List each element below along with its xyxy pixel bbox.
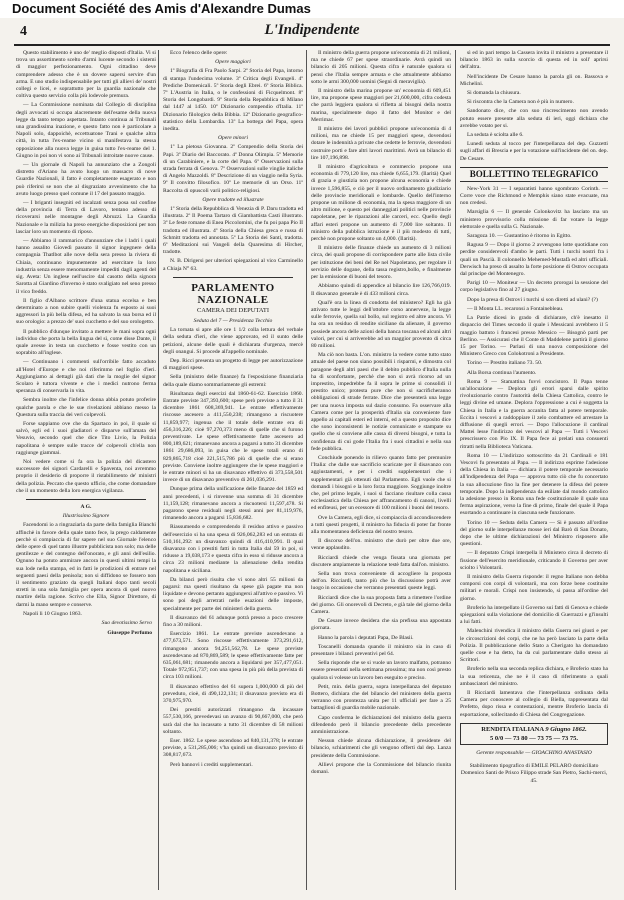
article-paragraph: Nessun chiede alcuna dichiarazione, il presidente del bilancio, schiarimenti che gli vengono offerti dal dep. Lanza presidente della Commissione. <box>311 738 451 759</box>
rendita-box <box>460 723 608 745</box>
parliament-subheading: CAMERA DEI DEPUTATI <box>196 306 270 314</box>
article-paragraph: Dep. Ricci presenta un progetto di legge per autorizzazione di maggiori spese. <box>163 357 303 372</box>
article-paragraph: Noi vedere come si fa ora la polizia del dicastero successore dei signori Cardarelli e Spaventa, noi avremmo proprio il desiderio di proporre il ristabilimento de' ministri della polizia. Peccato che questo ufficio, che come domandare che il un momento della loro energica vigilanza. <box>16 458 156 494</box>
letter-body: Facendomi io a ringraziarla da parte della famiglia Bianchi affinchè in favore della quale tanto fece, la prego caldamente perchè si compiaccia di far sapere nel suo Giornale l'elenco delle opere di quel tanto illustre pubblicista non solo; ma delle gentilezze e del contegno dell'onorato, e gli anni dell'esilio. Ognuno ha potuto ammirare ancora in questi ultimi tempi la sua lode nella stampa, ed in fatti le prodizioni di entrare nel seguenti paesi della penisola; non si diffidono se fossero non il sentimento graziato da quegli Italiani dopo tanti secoli stretti in una sola famiglia per opera ancora di quel nuovo martire della ragione. Scrivo che Ella, Signor Direttore, di darmi la mano sempre e conserve. <box>16 522 156 608</box>
article-paragraph: Lunedì seduta al tocco per l'interpellanza del dep. Guzzetti sugli affari di Brescia e per la votazione sull'incidente del on. dep. De Cesare. <box>460 141 608 162</box>
telegraph-item: Malenchini rivendica il ministro della Guerra nei giusti e per le circoscrizioni dei corpi, che ne ha però lasciato la parte della Polizia. Il pubblicazione dello Stato a Cherigato ha domandato quelle cose e ha detto, ha da cui parlamentare dallo stesso ai Scrittori. <box>460 628 608 664</box>
article-paragraph: Capo conferma le dichiarazioni del ministro della guerra difendendo però il bilancio precedente della precedente amministrazione. <box>311 714 451 736</box>
session-line: Seduta del 7 — Presidenza Tecchio <box>193 317 273 324</box>
column-divider <box>455 50 456 890</box>
article-paragraph: Petit, min. della guerra, sopra interpellanza del deputato Bottero, dichiara che del bilancio del ministero della guerra verranno con prontezza unita per 11 ufficiali per fare a 25 battaglioni di guardia mobile nazionale. <box>311 683 451 712</box>
article-paragraph: Forse sappiamo ove che da Spartaco in poi, il quale si salvò, egli ed i suoi gladiatori e disparve sull'amata del Vesuvio, secondo quel che dice Tito Livio, la Polizia napolitana è sempre sulle tracce de' colpevoli ch'ella non raggiunge giammai. <box>16 420 156 456</box>
masthead: L'Indipendente <box>264 22 360 38</box>
parliament-heading: PARLAMENTO NAZIONALE <box>191 281 275 306</box>
article-paragraph: — Continuano i commenti sull'orribile fatto accaduto all'Hotel d'Europe e che noi riferimmo nel foglio d'ieri. Aggiungiamo ai dettagli già dati che la moglie del signor Scolaro è tuttora vivente e che i medici nutrono ferma speranza di conservarla in vita. <box>16 359 156 395</box>
article-paragraph: Nell'incidente De Cesare hanno la parola gli on. Bassova e Michelini. <box>460 73 608 87</box>
article-paragraph: Eser. 1862. Le spese ascendono ad 840,131,378; le entrate previste, a 531,285,006; v'ha quindi un disavanzo previsto di 308,817,673. <box>163 738 303 759</box>
column-3 <box>311 50 451 890</box>
article-paragraph: Però bannovi i crediti supplementari. <box>170 761 253 768</box>
article-paragraph: Riassumendo e comprendendo il residuo attivo e passivo dell'esercizio si ha una spesa di 926,062,283 ed un entrata di 510,161,292: un disavanzo quindi di 416,410,991. Il qual disavanzo con i prestiti fatti in tutta Italia dal 59 in poi, si ridusse a 19,038,173 e questa cifra in esso si ridusse ancora a circa 23 milioni mediante la alienazione della rendita napolitana e siciliana. <box>163 524 303 574</box>
column-divider <box>306 50 307 890</box>
telegraph-item: Roma 10 — L'indirizzo sottoscritto da 21 Cardinali e 181 Vescovi fu presentato al Papa. — Il indirizzo esprime l'adesione della Chiesa in Italia — dichiara il potere temporale necessario all'indipendenza del Papa — approva tutto ciò che fu concertato la sua allocuzione fino la fine per detenere la difesa del potere temporale. Dopo la indipendenza da esiliate dal mondo cattolico la adesione presso in Roma una fede costituzionale il quale una ferma aspirazione, verso la fine di primo, finale del quale il Papa esortando a continuare in ciascuna sede funzionare. <box>460 452 608 517</box>
article-paragraph: Il ministro delle finanze chiede un aumento di 3 milioni circa, dei quali propone di corrispondere parte alle lista civile per istituzione dei beni del Re nel Napoletano, per regolare il servizio delle dogane, della tassa registro,bollo, e finalmente per la emissione di buoni del tesoro. <box>311 245 451 281</box>
rendita-values: 5 0/0 — 73 80 — 73 75 — 73 75. <box>490 734 578 742</box>
telegraph-item: — Il deputato Crispi interpella il Ministero circa il decreto di fissione dell'esercito meridionale, criticando il Governo per aver sciolto i Volontarii. <box>460 550 608 571</box>
article-paragraph: Dunque prima della unificazione delle finanze del 1859 ed anni precedenti, i si rinvenne una somma di 31 dicembre 11,159,128; rimanevano ancora a riscuotersi 11,597,478. Si pagarono spese residuali negli stessi anni per 81,119,976, rimanendo ancora a pagarsi 15,836,682. <box>163 486 303 522</box>
telegraph-item: Torino 10 — Seduta della Camera — Si è passato all'ordine del giorno sulle interpellanze mosse ieri dal Barò di San Donato, dopo che le ultime dichiarazioni del Ministro risposero alle questioni. <box>460 519 608 548</box>
article-paragraph: Il disavanzo effettivo del 61 supera 1,000,000 di più del preveduto, cioè, di 490,122,131; il disavanzo previsto era di 370,975,970. <box>163 683 303 705</box>
article-paragraph: Si domanda la chiusura. <box>467 90 521 97</box>
article-paragraph: — I briganti insegniti ed incalzati senza posa sul confine della provincia di Terra di Lavoro, tentano adesso di ricoverarsi nelle montagne degli Abruzzi. La Guardia Nazionale e la milizia ha preso energiche disposizioni per non lasciar loro un momento di riposo. <box>16 200 156 235</box>
works-heading: Opere tradotte ed illustrate <box>202 196 264 203</box>
article-paragraph: Qual'è ora la linea di condotta del ministero? Egli ha già attivato tutte le leggi dell'ottobre corso annerveze, la legge sulle ferrovie, quella sul bollo, sul registro ed altre ancora. Vi ha ora un residuo di rendite siciliane da alienare, il governo possiede ancora delle azioni della banca toscana ed alcuni altri valori, per cui si arriverebbe ad un maggior provento di circa 80 milioni. <box>311 299 451 349</box>
article-paragraph: Il ministro della guerra propone un'economia di 21 milioni, ma ne chiede 67 per spese straordinarie. Avrà quindi un bilancio di 205 milioni. Questa cifra è naturale qualora si pensi che l'Italia sempre armata e che attualmente abbiamo sotto le armi 300,000 uomini (Segni di meraviglia). <box>311 50 451 85</box>
section-rule <box>26 499 146 500</box>
article-paragraph: Il discorso dell'on. ministro che durò per oltre due ore, venne applaudito. <box>311 538 451 552</box>
article-paragraph: Sella risponde che se si vuole un lavoro malfatto, potranno essere presentati nella settimana prossima; ma non così presto qualora si volesse un lavoro ben eseguito e preciso. <box>311 660 451 681</box>
column-2 <box>163 50 303 890</box>
article-paragraph: Il ministro dei lavori pubblici propone un'economia di 4 milioni, ma ne chiede 15 per maggiori spese, dovendosi dotare le indennità a private che cedette le ferrovie, dovendosi costruire porti e fare altri lavori marittimi. Avrà un bilancio di lire 107,196,898. <box>311 126 451 161</box>
telegraph-item: Torino — Prestito italiano 73. 50. <box>467 360 543 367</box>
page-number: 4 <box>20 24 27 39</box>
section-rule <box>173 277 293 278</box>
works-heading: Opere minori <box>217 135 249 142</box>
telegraph-item: Roma 9 — Stamattina fuvvi concistoro. Il Papa tenne un'allocuzione — Deplora gli errori sparsi dalle spirito rivoluzionario contro l'autorità della Chiesa Cattolica, contro le leggi divine ed umane. Deplora l'oppressione a cui è soggetta la Chiesa in Italia e la guerra accanita fatta al potere temporale. Eccita i vescovi a raddoppiare il zelo combattere ed arrestare la diffusione di quegli errori. — Dopo l'allocuzione il cardinal Mattei lesse l'indirizzo dei vescovi al Papa — Tutti i Vescovi prescrissero con Pio IX. Il Papa fece ai prelati una consuenti ritratti nella Biblioteca Vaticana. <box>460 378 608 450</box>
rendita-label: RENDITA ITALIANA <box>481 725 544 733</box>
telegraph-heading: BOLLETTINO TELEGRAFICO <box>460 167 608 182</box>
article-paragraph: Il disavanzo del 61 adunque potrà presso a poco crescere fino a 30 milioni. <box>163 614 303 629</box>
telegraph-item: Dopo la presa di Ostrovi i turchi si son diretti ad ulani? (?) <box>467 296 598 303</box>
works-heading: Opere maggiori <box>215 59 251 66</box>
works-intro: Ecco l'elenco delle opere: <box>170 50 228 56</box>
telegraph-item: New-York 31 — I separatisti hanno sgombrato Corinth. — Corre voce che Richmond e Memphis siano state evacuate, ma non credesi. <box>460 185 608 207</box>
works-list: 1º Biografia di Fra Paolo Sarpi. 2º Storia del Papa, intorno di stampa l'undecima volume. 3º Critica degli Evangeli. 4º Prediche Domenicali. 5º Storia degli Ebrei. 6º Storia Biblica. 7º L'Austria in Italia, o le confessioni di Ficquelmont. 8º Storia dei Longobardi. 9º Storia della Repubblica di Milano dal 1447 al 1450. 10º Dizionario compendio d'Italia. 11º Dizionario filologico della Bibbia. 12º Dizionario geografico-statistico della Lombardia. 13º La bottega del Papa, opera inedita. <box>163 68 303 133</box>
article-paragraph: Sella (ministro delle finanze) fa l'esposizione finanziaria della quale diamo sommariamente gli estremi: <box>163 374 303 388</box>
telegraph-item: — Il Monta LL. recaronsi a Fontainebleau. <box>467 305 564 312</box>
article-paragraph: Esercizio 1861. Le entrate previste ascendevano a 477,673,571. Sono riscosse effettivamente 373,291,612, rimangono ancora 94,251,562,78. Le spese previste ascendevano ad 870,869,589; le spese effettivamente fatte per 635,061,681; rimanendo ancora a liquidarsi per 357,477,051. Totale 972,951,737; con una spesa in più più della prevista di circa 103 milioni. <box>163 631 303 681</box>
article-paragraph: Sella non trova conveniente di accogliere la proposta dell'on. Ricciardi, tanto più che la discussione potrà aver luogo in occasione che verranno presentati queste leggi. <box>311 571 451 592</box>
column-1 <box>16 50 156 890</box>
telegraph-item: Broferio nella sua seconda replica dichiara, e Broferio stato ha la sua reticenza, che ne è il caso di riferimento a quali ambasciatori del ministro. <box>460 666 608 687</box>
article-paragraph: Toscanelli domanda quando il ministro sia in caso di presentare i bilanci preventivi pel 64. <box>311 643 451 658</box>
article-paragraph: Conchiude ponendo in rilievo quanto fatto per premunire l'Italia: che dalle sue sacrificio scaricate per il disavanzo con aggiustamenti, e per i crediti supplementari che i supplementari già ottenuti dal Parlamento. Egli vuole che si domandi i bisogni e la loro forza maggiore. Soggiunge inoltre che, pel primo legale, i suoi si facciano risultare colla cassa ecclesiastica della Chiesa per affrancamento di canoni, livelli ed enfiteusi, per un ecessore di 100 milioni i buoni del tesoro. <box>311 454 451 512</box>
article-paragraph: La seduta è sciolta alle 6. <box>467 132 524 139</box>
article-paragraph: Sembra inoltre che l'infelice donna abbia potuto proferire qualche parola e che le sue rivelazioni abbiano messo la Questura sulla traccia dei veri colpevoli. <box>16 397 156 418</box>
letter-heading: A G. <box>80 503 92 510</box>
article-paragraph: Si riscontra che la Camera non è più in numero. <box>467 99 574 106</box>
telegraph-item: Alla Borsa continua l'aumento. <box>467 369 537 376</box>
archive-banner <box>0 0 624 18</box>
banner-text: Document Société des Amis d'Alexandre Dumas <box>12 1 311 16</box>
telegraph-item: La Patrie dicesi in grado di dichiarare, ch'è inesatto il dispaccio del Times secondo il quale i Messicani avrebbero il 5 maggio battuto i francesi presso Messico — Bisognò parti per Berlino. — Assicurasi che il Conte di Maddelene partirà il giorno 15 per Torino. — Parlasi di una nuova composizione del Ministero Greco con Colokotroni a Presidente. <box>460 315 608 358</box>
letter-closing: Suo devotissimo Servo <box>101 620 152 627</box>
article-paragraph: De Cesare invece desidera che sia prefissa una appostata giornata. <box>311 618 451 632</box>
article-paragraph: Risultanza degli esercizi dal 1860-61-62. Esercizio 1860. Entrate previste 347,393,600; spese però previste a tutto il 31 dicembre 1861 608,369,941. Le entrate effettivamente riscosse ascesero a 411,550,238; rimangono a riscuotere 11,859,977; ingenua che il totale delle entrate era di 456,316,226; cioè 97,270,373 meno di quelle che si furono preventivate. Le spese effettivamente fatte ascesero ad 800,189,621; rimanevano ancora a pagarsi a tutto 31 dicembre 1861 29,686,093, in guisa che le spese totali erano di 829,865,718 cioè 221,515,786 più di quelle che si erano previste. Conviene inoltre aggiungere che le spese maggiori e le entrate minori si ha un disavanzo effettivo di 373,558,501 invece di un disavanzo preventivo di 261,036,291. <box>163 390 303 484</box>
article-paragraph: Dei prestiti autorizzati rimangono da incassare 557,530,166, prevedevasi un avanzo di 90,667,000, che però sarà dal che ha incassato a tutto 31 dicembre di 58 milioni soltanto. <box>163 707 303 735</box>
article-paragraph: Il pubblico d'dunque invitato a mettere le mani sopra ogni individuo che porta la bella lingua del sì, come disse Dante, il quale avesse in testa un cucchetto e fosse vestito con un soprabito all'inglese. <box>16 328 156 357</box>
article-paragraph: Ove la Camera, egli dice, si compiaccia di accondiscendere a tutti questi progetti, il ministro ha fiducia di poter far fronte alla momentanea deficienza del nostro tesoro. <box>311 514 451 535</box>
article-paragraph: Da bilanci però risulta che vi sono altri 55 milioni da pagarsi: ma questi risultano da spese già pagate ma non liquidate e devono pertanto aggiungersi all'attivo e passivo. Vi sono poi degli arretrati nelle esazioni delle imposte, specialmente per parte dei ministeri della guerra. <box>163 576 303 612</box>
article-paragraph: sì ed in pari tempo la Cassera invita il ministro a presentare il bilancio 1863 in sulla scorcio di questa ed in soll' aprirsi dell'altra. <box>460 50 608 71</box>
article-paragraph: Abbiamo quindi di appendice al bilancio lire 126,766,019. Il disavanzo generale è di 433 milioni circa. <box>311 283 451 297</box>
article-paragraph: Allievi propone che la Commissione del bilancio riunita domani. <box>311 761 451 776</box>
article-paragraph: Ricciardi dice che la sua proposta fatta a rimettere l'ordine del giorno. Gli onorevoli di Decreto, e già tale del giorno della Camera. <box>311 594 451 616</box>
works-list: 1º Storia della Repubblica di Venezia di P. Daru tradotta ed illustrata. 2º Il Poema Tartaro di Giambattista Casti illustrato. 3º Le feste romane di Enea Piccolomini, che fu poi papa Pio II tradotta ed illustrata. 4º Storia della Chiesa greca e russa di Schmitt tradotta ed annotata. 5º La Storia dei Santi, tradotta. 6º Meditazioni sui Vangeli della Quaresima di Hircher, tradotte. <box>163 206 303 256</box>
article-paragraph: La tornata si apre alle ore 1 1/2 colla lettura del verbale della seduta d'ieri, che viene approvato, ed il sunto delle petizioni, alcune delle quali è dichiarata d'urgenza, mercè degli onangui. Si procede all'appello nominale. <box>163 327 303 355</box>
telegraph-item: Il ministro della Guerra risponde: il regno Italiano non debba comporsi con corpi di volontarii, ma con forze bene costituite militari e morali. Crispi non insistendo, si passa all'ordine del giorno. <box>460 574 608 602</box>
article-paragraph: Sandonato dice, che con suo rincrescimento non avendo potuto essere presente alla seduta di ieri, oggi dichiara che avrebbe votato per si. <box>460 108 608 129</box>
article-paragraph: Il figlio d'Albano scrittore d'una statua eccelsa e ben determinato a non subire quelli violenza fu esposto ai suoi aggressori la più bella difesa, ed ha salvato la sua borsa ed il suo orologio: a prezzo de' suoi cucchetto e del suo orologetto. <box>16 297 156 326</box>
works-note: N. B. Dirigersi per ulteriori spiegazioni al vico Carminello a Chiaja N° 63. <box>163 258 303 272</box>
footer-gerente: Gerente responsabile — GIOACHINO ANASTASIO <box>476 750 592 757</box>
newspaper-page <box>0 18 624 900</box>
column-divider <box>158 50 159 890</box>
article-paragraph: — La Commissione nominata dal Collegio di disciplina degli avvocati si occupa alacremente dell'esame della nuova legge da tanto tempo aspettata. Intanto continua ai Tribunali una grandissima inazione, e questo fatto non è particolare a Napoli solo, dappoichè, eccettuatone Trani e qualche altra città, in tutta l'ex-reame vicino si manifestava la stessa opposizione alla nuova legge in guisa tutto l'ex-reame del 1. Giugno in poi non vi sono ai Tribunali introitate nuove cause. <box>16 102 156 159</box>
letter-place-date: Napoli li 10 Giugno 1863. <box>23 610 82 617</box>
article-paragraph: Questo stabilimento è uno de' meglio disposti d'Italia. Vi si trova un assortimento scelto d'armi lucente secondo i sistemi di maggior perfezionamento. Ogni cittadino deve comprendere adesso che è un dovere sapersi servire d'un arma. E uno studio indispensabile per tutti gli allievi de' nostri collegi e licei, e soprattutto per la guardia nazionale che coltiva questo servizio colla più lodevole premura. <box>16 50 156 100</box>
telegraph-item: Broferio ha interpellato il Governo sui fatti di Genova e chiede spiegazioni sulla violazione del domicilio di Guerrazzi e gl'insulti a lui fatti. <box>460 604 608 626</box>
masthead-rule <box>14 44 610 46</box>
article-paragraph: — Un giornale di Napoli ha annunziato che a Zongoli distretto d'Ariano ha avuto luogo un massacro di nove Guardie Nazionali, il fatto è completamente esagerato e non può riferirsi se non che al disgraziato avvenimento che ha avuto luogo presso quel comune il 17 del passato maggio. <box>16 162 156 197</box>
telegraph-item: Ragusa 9 — Dopo il giorno 2 avvengono lotte quotidiane con perdite considerevoli d'ambo le parti. Tutti i turchi nostri fra i quali un Pascià. Il colonnello Mehemed-Mustafà ed altri ufficiali. Derwisch ha preso di assalto la forte posizione di Ostrov occupata dal principe del Montenegro. <box>460 242 608 278</box>
footer-printer: Stabilimento tipografico di EMILE PELARO domiciliato Domenico Santi de Prisco Filippo strade San Pietro, Sachi-merci, 45. <box>460 763 608 784</box>
article-paragraph: Ricciardi chiede che venga fissata una giornata per discutere ampiamente la relazione testè fatta dall'on. ministro. <box>311 554 451 568</box>
article-paragraph: Ma ciò non basta. L'on. ministro la vedere come tutto stato attuale del paese non siano possibili i risparmi, e dimostra col paragone degli altri paesi che il debito pubblico d'Italia nulla ha di sconfortante, perchè che non si avrà ricorso ad un imprestito, impedrebbe fa il sopra le prime si consolidi il prestito unico; protesta pure che non si sacrificheranno obbligazioni di strade ferrate. Dice che presenterà una legge per una nuova imposta sul dazio consumo. Fa osservare alla Camera come per la prosperità d'Italia sia conveniente fare appello ai capitali esteri ed interni, ed a questo proposito dice che sono inconsistenti le notizie comunicate e stampate su quello che si conviene alle cassa di diversi bisogni, e tutta la confidenza di cui gode l'Italia fra i suoi cittadini e nella sua fede pubblica. <box>311 352 451 452</box>
article-paragraph: Il ministro d'agricoltura e commercio propone una economia di 779,120 lire, ma chiede 6,655,179. (Ilarità) Quel di grazia e giustizia non propone alcuna economia e chiede invece 1,596,855, e ciò per il nuovo ordinamento giudiziario delle provincie meridionali e lombarde. Quello dell'interno propone un milione di economia, ma la spesa maggiore di un altro milione, e questo pei danneggiati politici nelle provincie napoletane, per le riparazioni alle carceri, ecc. Quello degli affari esteri propone un aumento di 7,000 lire soltanto. Il ministro della pubblica istruzione è il più modesto di tutti, perchè non propone soltanto un 4,000. (Ilarità). <box>311 164 451 243</box>
works-list: 1º La pietosa Giovanna. 2º Compendio della Storia dei Papi. 3º Diario del Baccorato. 4º Donna Olimpia. 5º Memorie di un Carabiniere, e la corte del Papa. 6º Osservazioni sulla strada ferrata di Genova. 7º Osservazioni sulle vinglie italiche di Angelo Mazzoldi. 8º Descrizione di un viaggio nella Syria. 9º Il convitto filosofico. 10º Le memorie di un Orso. 11º Raccolta di opuscoli varii politico-religiosi. <box>163 144 303 194</box>
telegraph-item: Il Ricciardi lamentava che l'interpellanza ordinata della Camera per conoscere al collegio di Biella, rappresentata dal Prefetto, dopo rissa e contestazioni, mentre Broferio lancia di esportazione, sollecitando di Chiesa del Congregazione. <box>460 690 608 718</box>
telegraph-item: Saragoza 10. — Gustantino è ritorno in Egitto. <box>467 233 572 240</box>
article-paragraph: Hanno la parola i deputati Papa, De Blasii. <box>318 634 414 641</box>
article-paragraph: Il ministro della marina propone un' economia di 609,451 lire, ma propone spese maggiori per 21,600,000, cifra codesta che parrà leggiera qualora si rifletta ai bisogni della nostra marina, specialmente dopo il fatto del Monitor e del Merrimac. <box>311 88 451 123</box>
rendita-date: 9 Giugno 1862. <box>545 725 587 733</box>
column-4 <box>460 50 608 890</box>
article-paragraph: — Abbiamo il rammarico d'annunziare che i ladri i quali hanno assalito Giovedì passato il signor ingegnere della compagnia Thatlbot alle nove della sera presso la riviera di Chiaia, continuano impunemente ad esercitare la loro industria senza essere menomamente impediti dagli agenti del sig. Aveta: Un inglese nell'uscire dal casotto della signora Sarotta al Giardino d'inverno è stato svaligiato nel seno presso il vico freddo. <box>16 238 156 295</box>
letter-signature: Giuseppe Perfumo <box>107 630 152 637</box>
telegraph-item: Parigi 10 — Moniteur — Un decreto prorogai la sessione del corpo legislativo fino al 27 giugno. <box>460 280 608 294</box>
telegraph-item: Marsiglia 6 — Il generale Colonkovitz ha lasciato ma un ministero provvisorio colla missione di far votare la legge elettorale e quella sulla G. Nazionale. <box>460 209 608 230</box>
letter-salutation: Illustrissimo Signore <box>62 513 110 520</box>
